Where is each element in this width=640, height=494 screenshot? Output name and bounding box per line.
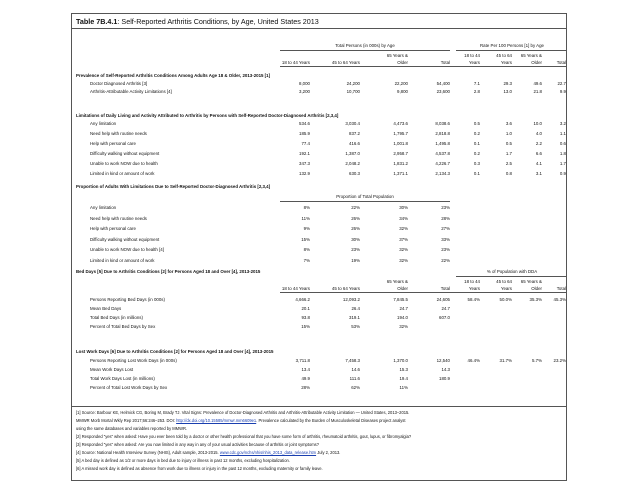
sec2-row-value: 1,387.0 (345, 151, 360, 156)
sec3-row-label: Limited in kind or amount of work (90, 257, 155, 263)
sec4-row-label: Percent of Total Bed Days by Sex (90, 324, 156, 329)
sec1-row-value: 29.3 (503, 81, 512, 86)
sec4-row-value: 32% (399, 324, 408, 329)
sec5-row-value: 19.4 (399, 376, 408, 381)
sec2-row-value: 0.1 (473, 141, 480, 146)
header-group-rates: Rate Per 100 Persons [1] by Age (480, 43, 544, 48)
sec5-row-value: 5.7% (531, 358, 542, 363)
sec3-row-value: 23% (441, 205, 450, 210)
sec4-row-value: 12,093.2 (342, 297, 360, 302)
sec4-col-6: Older (531, 286, 542, 291)
sec5-row-value: 180.9 (439, 376, 450, 381)
sec2-heading: Limitations of Daily Living and Activity Attributed to Arthritis by Persons with Self-Reported Doctor-Diagnosed Arthritis [2,3,4] (76, 113, 339, 118)
sec1-row-value: 2.8 (473, 89, 480, 94)
sec1-row-label: Doctor Diagnosed Arthritis [3] (90, 81, 148, 86)
sec4-row-value: 15% (301, 324, 310, 329)
sec3-row-value: 28% (441, 215, 450, 221)
footnote-2: [2] Responded "yes" when asked: Have you ever been told by a doctor or other health professional that you have some form of arthritis, rheumatoid arthritis, gout, lupus, or fibromyalgia? (76, 434, 412, 439)
sec5-row-value: 15.3 (399, 367, 408, 372)
sec4-row-value: 607.0 (439, 315, 450, 320)
sec5-row-value: 3,711.8 (295, 358, 310, 363)
sec5-row-value: 28% (301, 385, 310, 390)
sec4-row-value: 35.3% (529, 297, 542, 302)
header-col-6: Older (531, 60, 542, 65)
sec4-row-value: 58.4% (467, 297, 480, 302)
sec3-row-value: 30% (351, 236, 360, 242)
sec1-row-value: 22.7 (557, 81, 566, 86)
sec2-row-value: 1,001.8 (393, 141, 408, 146)
sec2-row-value: 1.7 (505, 151, 512, 156)
sec2-row-value: 0.9 (559, 171, 566, 176)
sec2-row-value: 132.9 (299, 171, 310, 176)
document-table (71, 13, 567, 481)
sec2-row-value: 2,958.7 (393, 151, 408, 156)
sec3-subheader: Proportion of Total Population (336, 194, 394, 199)
sec4-row-value: 319.1 (349, 315, 360, 320)
sec2-row-value: 2,048.2 (345, 161, 360, 166)
sec3-row-value: 26% (351, 215, 360, 221)
sec4-right-group: % of Population with DDA (486, 269, 538, 274)
sec2-row-value: 1.0 (505, 131, 512, 136)
sec1-heading: Prevalence of Self-Reported Arthritis Conditions Among Adults Age 18 & Older, 2013-2015 [1] (76, 73, 271, 78)
sec2-row-value: 0.5 (505, 141, 512, 146)
footnote-6: [6] A missed work day is defined as absence from work due to illness or injury in the past 12 months, excluding maternity or family leave. (76, 466, 323, 471)
sec1-row-value: 8,000 (299, 81, 310, 86)
sec2-row-value: 192.1 (299, 151, 310, 156)
sec4-right-group-rule (456, 276, 566, 277)
sec2-row-value: 1.8 (559, 151, 566, 156)
sec3-row-value: 9% (303, 226, 310, 231)
sec5-row-value: 31.7% (499, 358, 512, 363)
sec2-row-value: 1,831.2 (393, 161, 408, 166)
sec5-row-label: Persons Reporting Lost Work Days (in 000s) (90, 358, 177, 363)
sec3-row-value: 8% (303, 247, 310, 252)
sec2-row-value: 2.5 (505, 161, 512, 166)
sec2-row-value: 1,371.1 (393, 171, 408, 176)
sec4-row-value: 194.0 (397, 315, 408, 320)
sec1-row-value: 49.6 (533, 81, 542, 86)
sec3-row-label: Any limitation (90, 205, 117, 210)
sec3-row-value: 19% (351, 257, 360, 263)
sec2-row-label: Difficulty walking without equipment (90, 151, 160, 156)
sec5-heading: Lost Work Days [6] Due to Arthritis Conditions [2] for Persons Aged 18 and Over [4], 2013-2015 (76, 349, 274, 354)
table-title: Table 7B.4.1: Self-Reported Arthritis Conditions, by Age, United States 2013 (76, 17, 319, 26)
sec1-row-value: 10,700 (346, 89, 360, 94)
sec2-row-value: 6.6 (535, 151, 542, 156)
sec5-row-value: 11% (399, 385, 408, 390)
sec3-row-label: Difficulty walking without equipment (90, 236, 160, 242)
sec2-row-value: 8,038.6 (435, 121, 450, 126)
sec4-row-label: Total Bed Days (in millions) (90, 315, 143, 320)
sec3-row-value: 32% (399, 226, 408, 231)
sec2-row-value: 4.0 (535, 131, 542, 136)
footnote-1a: [1] Source: Barbour KE, Helmick CG, Boring M, Brady TJ. Vital Signs: Prevalence of Doctor-Diagnosed Arthritis and Arthritis-Attributable Activity Limitation — United States, 2013–2015. (76, 410, 410, 415)
sec2-row-value: 77.4 (301, 141, 310, 146)
sec4-col-top-6: 65 Years & (520, 279, 542, 284)
sec2-row-value: 2,818.8 (435, 131, 450, 136)
sec4-col-4: Years (468, 286, 480, 291)
sec3-heading: Proportion of Adults With Limitations Due to Self-Reported Doctor-Diagnosed Arthritis [2,3,4] (76, 184, 271, 189)
sec3-row-value: 32% (399, 247, 408, 252)
sec5-row-value: 12,540 (436, 358, 450, 363)
sec2-row-value: 10.0 (533, 121, 542, 126)
header-col-0: 18 to 44 Years (281, 60, 310, 65)
sec3-row-label: Help with personal care (90, 226, 136, 231)
header-col-top-4: 18 to 44 (464, 53, 480, 58)
sec4-row-value: 50.0% (499, 297, 512, 302)
sec5-row-label: Percent of Total Lost Work Days by Sex (90, 385, 168, 390)
sec1-row-value: 9.9 (559, 89, 566, 94)
sec5-row-value: 49.9 (301, 376, 310, 381)
footnote-divider (72, 406, 566, 407)
sec4-col-top-4: 18 to 44 (464, 279, 480, 284)
footnote-3: [3] Responded "yes" when asked: Are you now limited in any way in any of your usual activities because of arthritis or joint symptoms? (76, 442, 319, 447)
sec5-row-label: Mean Work Days Lost (90, 367, 134, 372)
sec2-row-value: 2,134.3 (435, 171, 450, 176)
sec5-row-value: 46.4% (467, 358, 480, 363)
sec2-row-value: 4,537.8 (435, 151, 450, 156)
sec3-row-value: 7% (303, 257, 310, 263)
sec3-row-value: 30% (399, 205, 408, 210)
sec5-row-value: 23.2% (553, 358, 566, 363)
sec2-row-value: 2.2 (535, 141, 542, 146)
sec2-row-label: Unable to work NOW due to health (90, 161, 158, 166)
sec3-row-value: 8% (303, 205, 310, 210)
header-col-top-5: 45 to 64 (496, 53, 512, 58)
sec3-row-label: Unable to work NOW due to health [4] (90, 247, 164, 252)
sec2-row-value: 0.1 (473, 171, 480, 176)
sec4-row-value: 7,845.5 (393, 297, 408, 302)
sec2-row-value: 630.3 (349, 171, 360, 176)
sec4-row-value: 24,605 (436, 297, 450, 302)
sec1-row-value: 9,800 (397, 89, 408, 94)
sec2-row-value: 0.8 (505, 171, 512, 176)
sec2-row-label: Any limitation (90, 121, 117, 126)
sec3-row-value: 15% (301, 236, 310, 242)
header-col-5: Years (500, 60, 512, 65)
sec3-row-value: 11% (301, 215, 310, 221)
sec1-row-value: 3,200 (299, 89, 310, 94)
sec5-row-value: 62% (351, 385, 360, 390)
header-group-rule-left (280, 50, 450, 51)
header-col-2: Older (397, 60, 408, 65)
sec1-row-value: 21.8 (533, 89, 542, 94)
sec3-row-value: 34% (399, 215, 408, 221)
sec2-row-label: Help with personal care (90, 141, 136, 146)
footnote-1b: MMWR Morb Mortal Wkly Rep 2017;66:246–253. DOI: http://dx.doi.org/10.15585/mmwr.mm6609e1. Prevalence calculated by the Burden of Musculoskeletal Diseases project analyst (76, 418, 406, 423)
sec4-col-3: Total (440, 286, 450, 291)
header-col-1: 45 to 64 Years (331, 60, 360, 65)
sec2-row-value: 4.1 (535, 161, 542, 166)
sec2-row-value: 1.1 (559, 131, 566, 136)
sec3-row-value: 23% (351, 247, 360, 252)
sec2-row-value: 4,473.6 (393, 121, 408, 126)
sec2-row-value: 3.1 (535, 171, 542, 176)
sec4-row-value: 93.8 (301, 315, 310, 320)
sec4-row-value: 26.4 (351, 306, 360, 311)
sec5-row-value: 13.4 (301, 367, 310, 372)
sec4-row-value: 24.7 (441, 306, 450, 311)
sec3-subheader-rule (280, 201, 450, 202)
sec4-row-label: Persons Reporting Bed Days (in 000s) (90, 297, 165, 302)
sec2-row-label: Need help with routine needs (90, 131, 147, 136)
sec2-row-value: 534.6 (299, 121, 310, 126)
sec1-row-value: 54,400 (436, 81, 450, 86)
sec4-col-2: Older (397, 286, 408, 291)
sec5-row-value: 14.6 (351, 367, 360, 372)
sec2-row-value: 1,795.7 (393, 131, 408, 136)
sec1-row-value: 23,600 (436, 89, 450, 94)
sec5-row-label: Total Work Days Lost (in millions) (90, 376, 155, 381)
sec2-row-value: 0.6 (559, 141, 566, 146)
sec2-row-value: 3.2 (559, 121, 566, 126)
sec2-row-value: 3.6 (505, 121, 512, 126)
sec2-row-value: 0.2 (473, 131, 480, 136)
footnote-4: [4] Source: National Health Interview Survey (NHIS), Adult sample, 2013-2015. www.cdc.gov/nchs/nhis/nhis_2013_data_release.htm July 2, 2013. (76, 450, 341, 455)
sec1-row-label: Arthritis-Attributable Activity Limitations [4] (90, 89, 172, 94)
sec2-row-label: Limited in kind or amount of work (90, 171, 155, 176)
sec3-row-value: 32% (399, 257, 408, 263)
sec1-row-value: 13.0 (503, 89, 512, 94)
sec2-row-value: 0.5 (473, 121, 480, 126)
sec1-row-value: 24,200 (346, 81, 360, 86)
sec2-row-value: 1.7 (559, 161, 566, 166)
sec2-row-value: 185.9 (299, 131, 310, 136)
sec2-row-value: 3,030.4 (345, 121, 360, 126)
title-divider (72, 28, 566, 29)
sec2-row-value: 0.3 (473, 161, 480, 166)
sec4-row-value: 4,666.2 (295, 297, 310, 302)
sec1-row-value: 22,200 (394, 81, 408, 86)
sec4-row-label: Mean Bed Days (90, 306, 122, 311)
sec3-row-value: 22% (351, 205, 360, 210)
sec5-row-value: 1,370.0 (393, 358, 408, 363)
sec4-heading: Bed Days [5] Due to Arthritis Conditions [2] for Persons Aged 18 and Over [4], 2013-2015 (76, 269, 261, 274)
sec2-row-value: 837.2 (349, 131, 360, 136)
sec4-col-5: Years (500, 286, 512, 291)
sec4-row-value: 24.7 (399, 306, 408, 311)
doi-link[interactable]: http://dx.doi.org/10.15585/mmwr.mm6609e1 (176, 418, 257, 423)
sec2-row-value: 0.2 (473, 151, 480, 156)
sec3-row-value: 37% (399, 236, 408, 242)
sec3-row-value: 27% (441, 226, 450, 231)
header-col-7: Total (556, 60, 566, 65)
header-bottom-rule (280, 66, 566, 67)
sec3-row-label: Need help with routine needs (90, 215, 147, 221)
sec5-row-value: 7,458.3 (345, 358, 360, 363)
sec4-col-7: Total (556, 286, 566, 291)
header-col-top-2: 65 Years & (386, 53, 408, 58)
nhis-link[interactable]: www.cdc.gov/nchs/nhis/nhis_2013_data_release.htm (219, 450, 317, 455)
sec5-row-value: 14.3 (441, 367, 450, 372)
sec4-col-1: 45 to 64 Years (331, 286, 360, 291)
header-col-top-6: 65 Years & (520, 53, 542, 58)
sec1-row-value: 7.1 (473, 81, 480, 86)
sec4-col-top-5: 45 to 64 (496, 279, 512, 284)
sec2-row-value: 347.3 (299, 161, 310, 166)
header-col-4: Years (468, 60, 480, 65)
sec4-col-0: 18 to 44 Years (281, 286, 310, 291)
sec5-row-value: 111.6 (349, 376, 360, 381)
header-col-3: Total (440, 60, 450, 65)
footnote-1c: using the same databases and variables reported by MMWR. (76, 426, 188, 431)
sec2-row-value: 1,495.8 (435, 141, 450, 146)
sec4-row-value: 53% (351, 324, 360, 329)
sec3-row-value: 23% (441, 247, 450, 252)
header-group-rule-right (456, 50, 566, 51)
sec4-header-rule (280, 292, 566, 293)
sec4-col-top-2: 65 Years & (386, 279, 408, 284)
sec2-row-value: 4,226.7 (435, 161, 450, 166)
sec3-row-value: 33% (441, 236, 450, 242)
sec2-row-value: 416.6 (349, 141, 360, 146)
sec3-row-value: 22% (441, 257, 450, 263)
sec4-row-value: 45.3% (553, 297, 566, 302)
footnote-5: [5] A bed day is defined as 1/2 or more days in bed due to injury or illness in past 12 months, excluding hospitalization. (76, 458, 290, 463)
sec4-row-value: 20.1 (301, 306, 310, 311)
header-group-totals: Total Persons (in 000s) by Age (335, 43, 395, 48)
sec3-row-value: 26% (351, 226, 360, 231)
